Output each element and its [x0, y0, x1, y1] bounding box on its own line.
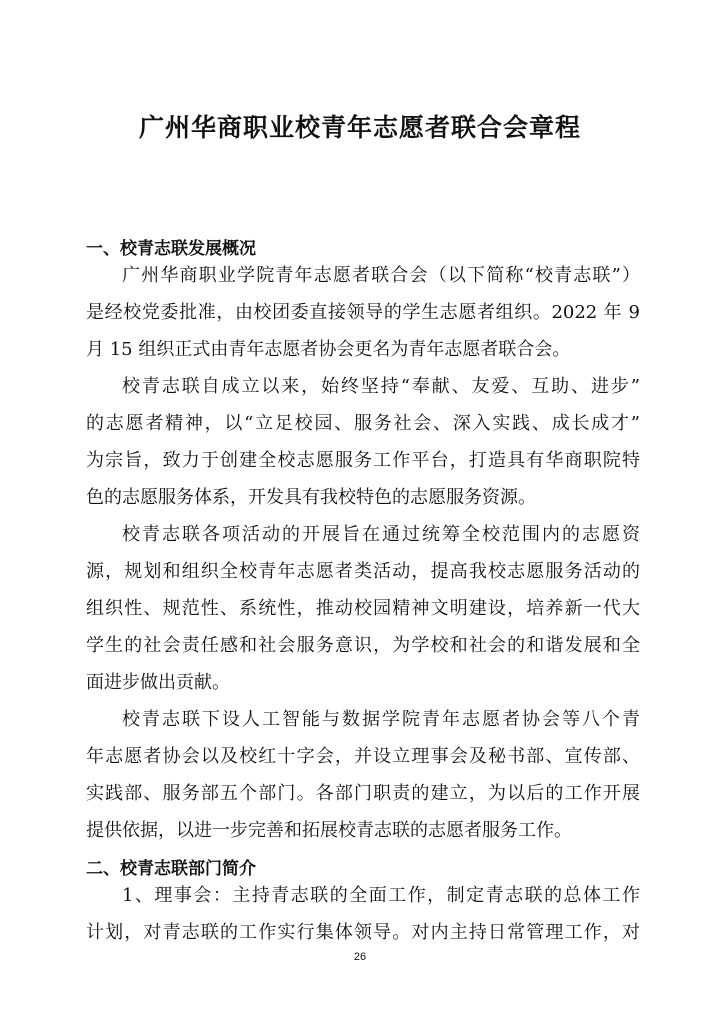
paragraph-line: 提供依据，以进一步完善和拓展校青志联的志愿者服务工作。 — [86, 820, 572, 841]
paragraph-line: 月 15 组织正式由青年志愿者协会更名为青年志愿者联合会。 — [86, 339, 571, 360]
paragraph-line: 的志愿者精神，以“立足校园、服务社会、深入实践、成长成才” — [86, 413, 640, 434]
paragraph-line: 源，规划和组织全校青年志愿者类活动，提高我校志愿服务活动的 — [86, 561, 640, 582]
section-heading-overview: 一、校青志联发展概况 — [86, 239, 256, 259]
paragraph-line: 是经校党委批准，由校团委直接领导的学生志愿者组织。2022 年 9 — [86, 302, 640, 323]
paragraph-line: 面进步做出贡献。 — [86, 672, 230, 693]
document-title: 广州华商职业校青年志愿者联合会章程 — [138, 113, 581, 142]
paragraph-line: 年志愿者协会以及校红十字会，并设立理事会及秘书部、宣传部、 — [86, 746, 640, 767]
paragraph-line: 组织性、规范性、系统性，推动校园精神文明建设，培养新一代大 — [86, 598, 640, 619]
paragraph-line: 校青志联下设人工智能与数据学院青年志愿者协会等八个青 — [122, 709, 640, 730]
paragraph-line: 为宗旨，致力于创建全校志愿服务工作平台，打造具有华商职院特 — [86, 450, 640, 471]
section-heading-departments: 二、校青志联部门简介 — [86, 859, 256, 879]
paragraph-line: 色的志愿服务体系，开发具有我校特色的志愿服务资源。 — [86, 487, 536, 508]
paragraph-line: 实践部、服务部五个部门。各部门职责的建立，为以后的工作开展 — [86, 783, 640, 804]
page-number: 26 — [353, 951, 367, 963]
paragraph-line: 1、理事会：主持青志联的全面工作，制定青志联的总体工作 — [122, 885, 640, 906]
paragraph-line: 计划，对青志联的工作实行集体领导。对内主持日常管理工作，对 — [86, 922, 640, 943]
paragraph-line: 校青志联各项活动的开展旨在通过统筹全校范围内的志愿资 — [122, 524, 640, 545]
paragraph-line: 广州华商职业学院青年志愿者联合会（以下简称“校青志联”） — [122, 265, 640, 286]
paragraph-line: 学生的社会责任感和社会服务意识，为学校和社会的和谐发展和全 — [86, 635, 640, 656]
paragraph-line: 校青志联自成立以来，始终坚持“奉献、友爱、互助、进步” — [122, 376, 640, 397]
